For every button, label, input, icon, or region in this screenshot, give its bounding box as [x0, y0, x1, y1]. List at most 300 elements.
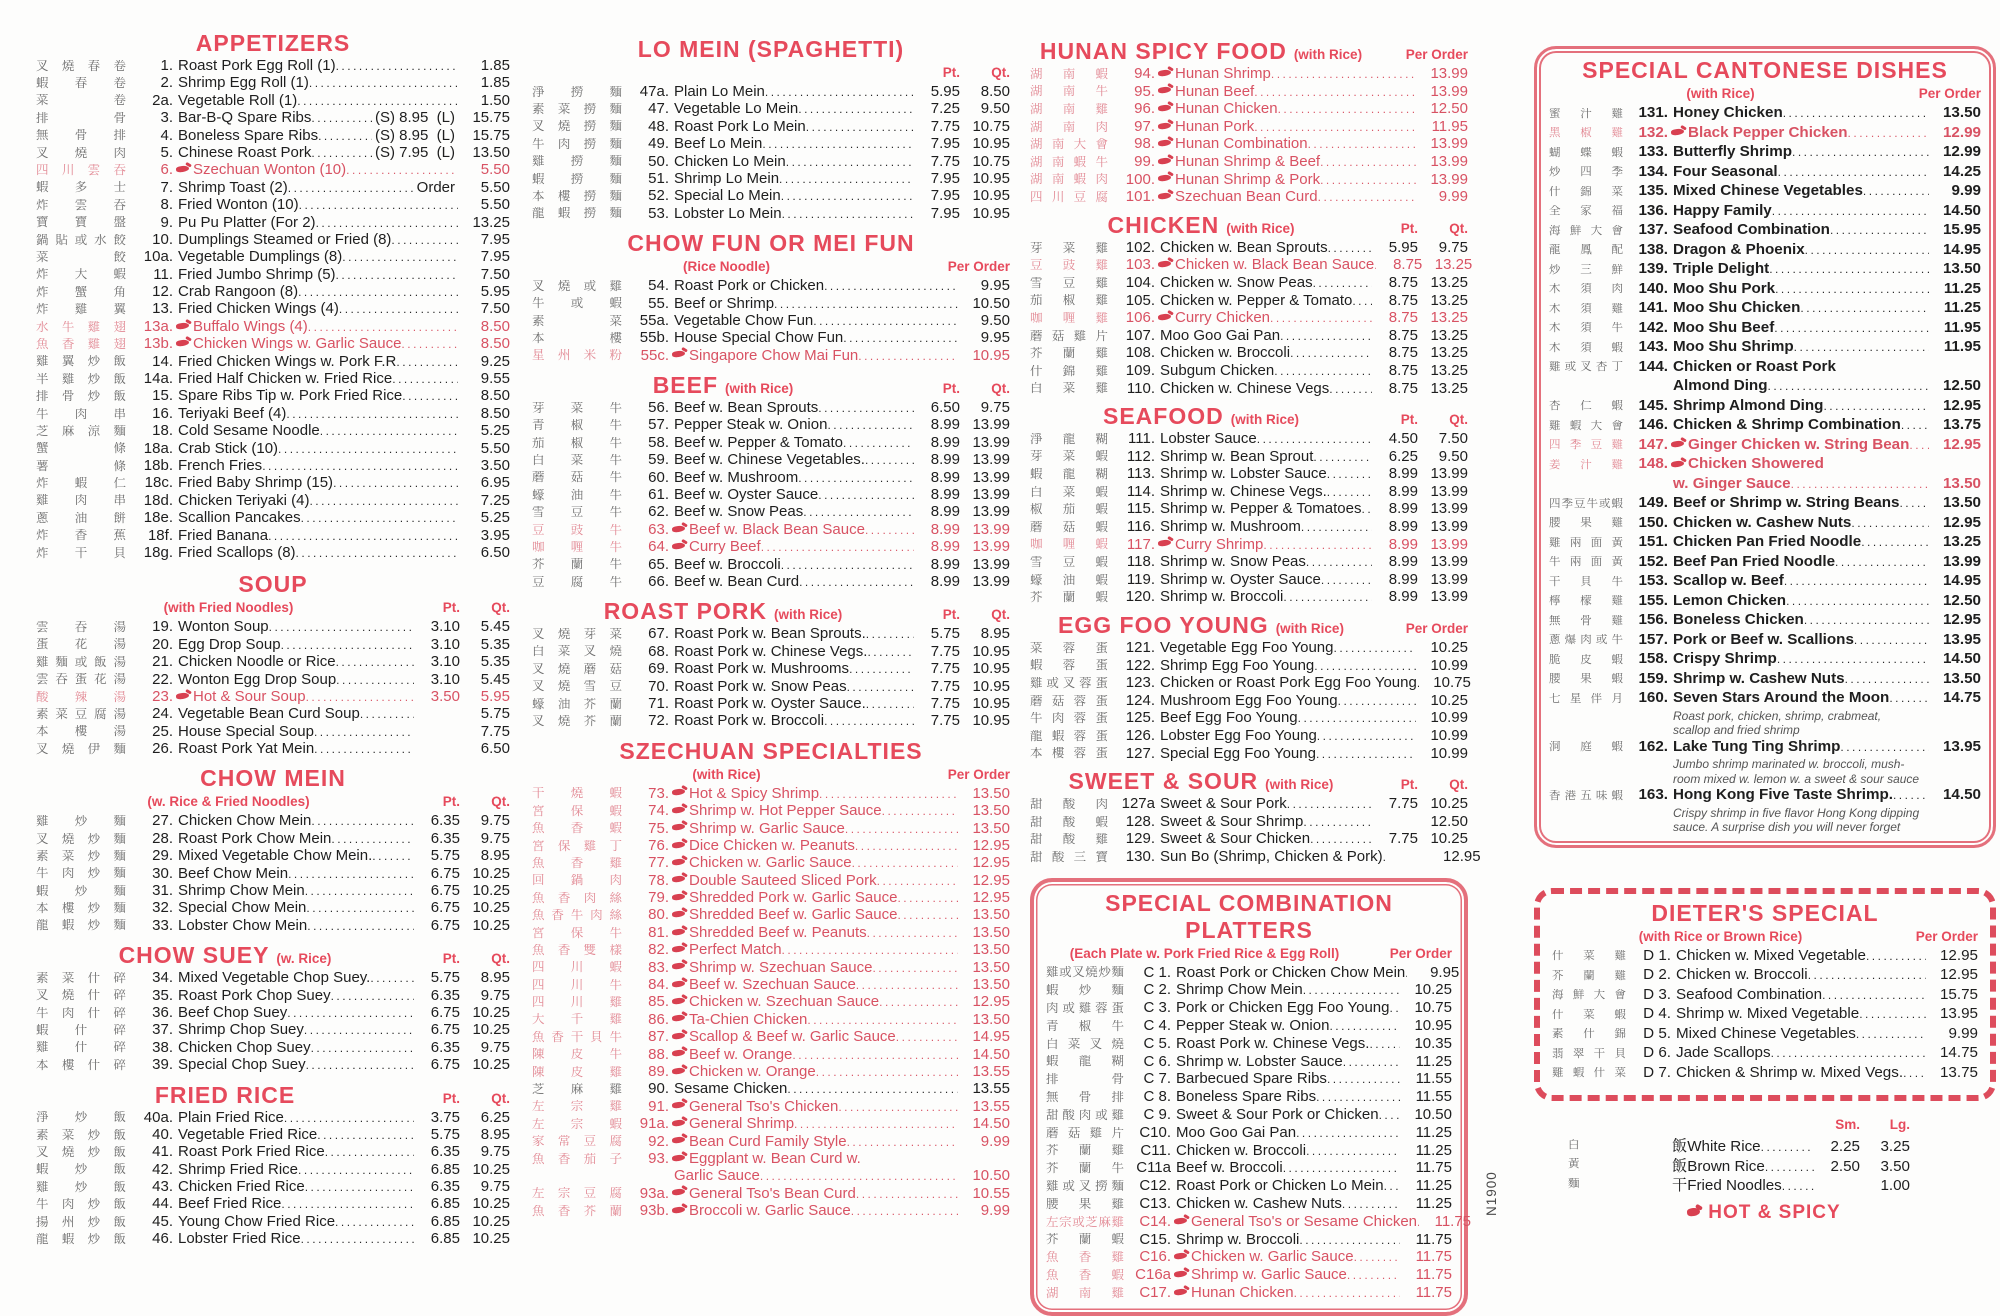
item-chinese: 四 川 豆 腐	[1030, 190, 1108, 203]
item-number: 18f.	[147, 526, 173, 544]
item-chinese: 芽 菜 牛	[532, 401, 622, 414]
item-name: Beef w. Snow Peas	[674, 503, 804, 521]
item-name: Crab Stick (10)	[178, 439, 279, 457]
item-price: 14.25	[1942, 162, 1981, 180]
item-name: 飯White Rice	[1672, 1138, 1761, 1155]
item-price: 13.25	[1942, 533, 1981, 550]
dot-leader	[1301, 520, 1372, 534]
menu-item	[36, 440, 510, 457]
menu-item	[36, 318, 510, 335]
dot-leader	[287, 1006, 414, 1020]
item-name: Chicken w. Orange	[689, 1062, 816, 1080]
dot-leader	[1777, 652, 1929, 666]
dot-leader	[1296, 1126, 1400, 1140]
dot-leader	[1848, 126, 1929, 140]
item-price: 8.50	[480, 335, 510, 353]
item-chinese: 白 菜 叉 燒	[532, 645, 622, 658]
menu-item	[532, 712, 1010, 729]
item-chinese: 蝦 多 士	[36, 181, 126, 194]
dot-leader	[1352, 294, 1372, 308]
item-price: 1.50	[480, 91, 510, 109]
item-chinese: 蝦 炒 飯	[36, 1163, 126, 1176]
item-number: 32.	[152, 899, 173, 917]
item-name: Hunan Combination	[1175, 135, 1308, 153]
menu-item	[1549, 592, 1981, 612]
item-price: 6.95	[480, 474, 510, 492]
dot-leader	[819, 787, 958, 801]
item-number: 79.	[648, 889, 669, 907]
menu-item	[1046, 1248, 1452, 1266]
item-price: 1.85	[480, 74, 510, 92]
item-number: 147.	[1638, 435, 1668, 453]
item-number: 156.	[1638, 611, 1668, 628]
section-subtitle: (with Rice)	[1275, 621, 1344, 637]
menu-item	[1549, 182, 1981, 202]
section-subtitle: (with Rice)	[1265, 777, 1334, 793]
item-chinese: 湖 南 牛	[1030, 85, 1108, 98]
item-price: 12.95	[1942, 513, 1981, 531]
item-price: 9.95	[1430, 963, 1460, 981]
item-price: 12.95	[1942, 611, 1981, 628]
item-chinese: 本 樓 湯	[36, 725, 126, 738]
dot-leader	[867, 645, 914, 659]
item-price-qt: 12.95	[1443, 847, 1481, 865]
item-name: Shrimp Chow Mein	[1176, 981, 1303, 999]
item-name: Roast Pork w. Broccoli	[674, 712, 825, 730]
item-name: Chicken Wings w. Garlic Sauce	[193, 335, 402, 353]
dot-leader	[1320, 173, 1416, 187]
menu-item	[36, 636, 510, 653]
dot-leader	[336, 59, 458, 73]
menu-item	[532, 83, 1010, 100]
item-name: Shrimp w. Bean Sprout	[1160, 447, 1314, 465]
item-price: 7.50	[480, 265, 510, 283]
hot-spicy-icon	[672, 823, 686, 831]
item-price-pt: 6.35	[430, 812, 460, 830]
item-number: 10.	[152, 230, 173, 248]
hot-spicy-icon	[672, 351, 686, 359]
item-price-qt: 10.25	[472, 882, 510, 900]
dot-leader	[1775, 282, 1929, 296]
dot-leader	[339, 302, 458, 316]
item-chinese: 炒 四 季	[1549, 166, 1623, 179]
dot-leader	[372, 849, 414, 863]
menu-item	[1030, 674, 1471, 692]
dot-leader	[867, 926, 958, 940]
item-number: 93a.	[639, 1184, 669, 1202]
item-chinese: 木 須 牛	[1549, 322, 1623, 335]
menu-item	[532, 1185, 1010, 1202]
menu-item	[1552, 966, 1978, 986]
item-number: 155.	[1638, 591, 1668, 609]
item-number: 13.	[152, 300, 173, 318]
item-name: Vegetable Fried Rice	[178, 1125, 318, 1143]
item-name: Sweet & Sour Chicken	[1160, 830, 1311, 848]
dot-leader	[1270, 311, 1372, 325]
item-number: 55b.	[639, 329, 669, 347]
item-chinese: 菜 餃	[36, 250, 126, 263]
item-chinese: 蝴 蝶 蝦	[1549, 146, 1623, 159]
section-title: SZECHUAN SPECIALTIES	[619, 737, 923, 764]
menu-item	[36, 457, 510, 474]
item-name: Hunan Beef	[1175, 82, 1255, 100]
item-number: 55.	[648, 294, 669, 312]
item-number: C16.	[1139, 1248, 1171, 1266]
menu-item	[36, 1213, 510, 1230]
item-price-note: (S) 8.95 (L)	[374, 126, 455, 144]
item-description: scallop and fried shrimp	[1673, 723, 1800, 737]
item-chinese: 水 牛 雞 翅	[36, 320, 126, 333]
item-number: 57.	[648, 416, 669, 434]
item-price-pt: 2.50	[1830, 1157, 1860, 1175]
dot-leader	[1303, 815, 1372, 829]
item-chinese: 蛋 花 湯	[36, 638, 126, 651]
item-name: Lobster Lo Mein	[674, 204, 782, 222]
dot-leader	[1786, 594, 1929, 608]
item-number: 150.	[1638, 513, 1668, 531]
item-chinese: 青 椒 牛	[1046, 1019, 1124, 1032]
dot-leader	[1769, 262, 1929, 276]
item-chinese: 海 鮮 大 會	[1552, 989, 1626, 1002]
item-number: 18b.	[143, 456, 173, 474]
item-price: 10.99	[1430, 727, 1468, 744]
item-chinese: 什 錦 雞	[1030, 364, 1108, 377]
item-name: Pork or Chicken Egg Foo Young	[1176, 999, 1390, 1017]
item-price-pt: 8.99	[1388, 482, 1418, 500]
item-number: 130.	[1125, 847, 1155, 865]
item-name: Special Lo Mein	[674, 187, 781, 205]
hot-spicy-icon	[672, 1154, 686, 1162]
item-name: Black Pepper Chicken	[1688, 123, 1848, 141]
item-price-qt: 10.25	[472, 1160, 510, 1178]
menu-item	[36, 830, 510, 847]
menu-item	[36, 653, 510, 670]
item-number: 73.	[648, 784, 669, 802]
item-number: 134.	[1638, 162, 1668, 180]
menu-item	[532, 451, 1010, 468]
item-number: C10.	[1139, 1123, 1171, 1141]
menu-item	[36, 847, 510, 864]
item-price: 13.25	[472, 213, 510, 231]
menu-item	[1046, 999, 1452, 1017]
dot-leader	[336, 655, 414, 669]
price-column-label: Qt.	[991, 607, 1010, 623]
item-name: Beef or Shrimp	[674, 294, 775, 312]
dot-leader	[1313, 450, 1372, 464]
item-number: 74.	[648, 802, 669, 820]
dot-leader	[1417, 1215, 1419, 1229]
item-number: 135.	[1638, 182, 1668, 199]
item-chinese: 肉 或 雞 蓉 蛋	[1046, 1002, 1124, 1015]
item-chinese: 咖 喱 牛	[532, 540, 622, 553]
item-name: House Special Soup	[178, 722, 314, 740]
section-subtitle: (with Rice or Brown Rice)	[1638, 928, 1803, 944]
item-name: Scallop & Beef w. Garlic Sauce	[689, 1028, 896, 1046]
dot-leader	[1417, 676, 1419, 690]
price-column-label: Pt.	[442, 1090, 460, 1106]
item-number: 137.	[1638, 221, 1668, 238]
price-column-label: Qt.	[991, 381, 1010, 397]
dot-leader	[818, 488, 914, 502]
menu-item	[1549, 494, 1981, 514]
dot-leader	[1327, 1072, 1400, 1086]
item-chinese: 魚 香 雞	[1046, 1251, 1124, 1264]
item-chinese: 洞 庭 蝦	[1549, 741, 1623, 754]
item-number: 23.	[152, 687, 173, 705]
item-chinese: 陳 皮 雞	[532, 1065, 622, 1078]
item-price-qt: 13.25	[1434, 256, 1473, 274]
menu-item	[36, 899, 510, 916]
section-title: FRIED RICE	[154, 1081, 296, 1108]
item-chinese: 左 宗 豆 腐	[532, 1187, 622, 1200]
price-column-label: Qt.	[491, 600, 510, 616]
item-chinese: 陳 皮 牛	[532, 1048, 622, 1061]
item-price-qt: 9.50	[980, 100, 1010, 118]
item-number: 96.	[1134, 100, 1155, 118]
item-price: 14.50	[972, 1045, 1010, 1063]
item-name: Dumplings Steamed or Fried (8)	[178, 230, 392, 248]
item-chinese: 魚 香 蝦	[532, 822, 622, 835]
menu-item	[36, 161, 510, 178]
item-number: 22.	[152, 670, 173, 688]
dot-leader	[309, 76, 458, 90]
item-price-pt: 8.75	[1388, 309, 1418, 327]
dot-leader	[1899, 496, 1929, 510]
item-number: 1.	[160, 57, 173, 74]
item-price-pt: 8.75	[1388, 326, 1418, 344]
menu-item	[36, 1195, 510, 1212]
dot-leader	[1298, 711, 1416, 725]
dot-leader	[1859, 1007, 1926, 1021]
menu-item	[36, 335, 510, 352]
item-number: 93b.	[639, 1202, 669, 1220]
item-chinese: 魚 香 茄 子	[532, 1152, 622, 1165]
item-price-pt: 5.75	[930, 625, 960, 643]
item-price-pt: 7.75	[930, 677, 960, 695]
item-number: 63.	[648, 520, 669, 538]
menu-item	[532, 660, 1010, 677]
item-name: General Tso's or Sesame Chicken	[1191, 1212, 1418, 1230]
item-chinese: 湖 南 蝦 牛	[1030, 155, 1108, 168]
hot-spicy-icon	[1174, 1270, 1188, 1278]
hot-spicy-icon	[1158, 157, 1172, 165]
item-number: 7.	[160, 178, 173, 196]
item-chinese: 木 須 蝦	[1549, 341, 1623, 354]
dot-leader	[798, 102, 914, 116]
item-price: 13.50	[972, 906, 1010, 924]
price-column-label: Qt.	[1449, 777, 1468, 793]
section-subtitle: (Each Plate w. Pork Fried Rice & Egg Roll)	[1069, 945, 1340, 961]
item-price: 14.50	[1942, 786, 1981, 803]
item-price: 5.95	[480, 283, 510, 301]
item-name: Shrimp w. Mushroom	[1160, 518, 1301, 536]
item-price-pt: 6.35	[430, 1178, 460, 1196]
item-chinese: 芥 蘭 蝦	[1030, 591, 1108, 604]
dot-leader	[1290, 346, 1372, 360]
dot-leader	[311, 1041, 414, 1055]
item-name: Shrimp w. Cashew Nuts	[1673, 669, 1845, 687]
menu-item	[1549, 416, 1981, 436]
item-number: 37.	[152, 1021, 173, 1039]
menu-item	[36, 92, 510, 109]
item-chinese: 芽 菜 蝦	[1030, 450, 1108, 463]
item-chinese: 甜 酸 肉 或 雞	[1046, 1108, 1124, 1121]
item-description: sauce. A surprise dish you will never forget	[1673, 820, 1901, 834]
item-name: Boneless Spare Ribs	[178, 126, 319, 144]
item-price-pt: 7.95	[930, 187, 960, 205]
hot-spicy-legend	[1534, 1202, 1996, 1224]
menu-item	[532, 100, 1010, 117]
item-number: 52.	[648, 187, 669, 205]
item-number: C 5.	[1143, 1034, 1171, 1052]
item-chinese: 叉 燒 春 卷	[36, 59, 126, 72]
item-number: 100.	[1125, 170, 1155, 188]
item-number: 58.	[648, 433, 669, 451]
section-sweetsour	[1030, 768, 1481, 865]
dot-leader	[1334, 641, 1417, 655]
menu-item	[1549, 738, 1981, 758]
item-price-qt: 8.95	[480, 847, 510, 865]
item-name: Crispy Shrimp	[1673, 650, 1777, 667]
item-price-pt: 6.85	[430, 1160, 460, 1178]
item-number: D 5.	[1643, 1024, 1671, 1042]
item-name: Roast Pork w. Oyster Sauce.	[674, 694, 866, 712]
item-price: 5.25	[480, 422, 510, 440]
item-price: 10.55	[972, 1184, 1010, 1202]
item-name: Wonton Soup	[178, 618, 269, 636]
menu-item	[1030, 100, 1468, 118]
item-number: 18d.	[143, 491, 173, 509]
item-name: Barbecued Spare Ribs	[1176, 1070, 1327, 1088]
item-price-qt: 10.25	[472, 1003, 510, 1021]
price-column-label: Qt.	[1449, 412, 1468, 428]
item-chinese: 家 常 豆 腐	[532, 1135, 622, 1148]
dot-leader	[281, 1197, 414, 1211]
menu-item	[36, 1004, 510, 1021]
menu-item	[1046, 1124, 1452, 1142]
item-name: Curry Shrimp	[1175, 535, 1264, 553]
item-price-qt: 10.25	[472, 899, 510, 917]
item-number: 146.	[1638, 416, 1668, 433]
item-name: Seafood Combination	[1673, 221, 1830, 238]
section-hunan	[1030, 38, 1468, 206]
item-price-qt: 5.35	[480, 653, 510, 671]
menu-item	[532, 486, 1010, 503]
item-price-qt: 10.25	[472, 1021, 510, 1039]
menu-item	[532, 785, 1010, 802]
item-chinese: 芝 麻 雞	[532, 1083, 622, 1096]
dot-leader	[1287, 797, 1372, 811]
item-price-qt: 7.50	[1438, 430, 1468, 448]
item-price-qt: 13.99	[972, 468, 1010, 486]
item-number: 36.	[152, 1003, 173, 1021]
item-chinese: 湖 南 雞	[1046, 1286, 1124, 1299]
price-column-label: Qt.	[491, 794, 510, 810]
item-chinese: 魚 香 干 貝 牛	[532, 1030, 622, 1043]
item-chinese: 叉 燒 雪 豆	[532, 680, 622, 693]
item-number: 121.	[1125, 639, 1155, 657]
item-price-qt: 10.95	[972, 677, 1010, 695]
item-chinese: 蝦 龍 糊	[1046, 1055, 1124, 1068]
price-column-label: Pt.	[1400, 220, 1418, 236]
item-chinese: 蝦 龍 糊	[1030, 468, 1108, 481]
dot-leader	[1338, 694, 1416, 708]
item-chinese: 黑 椒 雞	[1549, 127, 1623, 140]
item-price: 14.95	[1942, 572, 1981, 589]
item-chinese: 蔥 油 餅	[36, 511, 126, 524]
item-price-pt: 8.99	[930, 433, 960, 451]
item-chinese: 炸 蝦 仁	[36, 477, 126, 490]
item-number: 124.	[1125, 691, 1155, 709]
item-price-pt: 8.99	[930, 416, 960, 434]
item-price: 13.95	[1939, 1005, 1978, 1022]
item-chinese: 寶 寶 盤	[36, 216, 126, 229]
item-number: 88.	[648, 1045, 669, 1063]
dot-leader	[855, 839, 958, 853]
item-name: Roast Pork w. Chinese Vegs.	[1176, 1034, 1370, 1052]
item-number: 39.	[152, 1056, 173, 1074]
item-chinese: 炒 三 鮮	[1549, 263, 1623, 276]
item-chinese: 咖 喱 蝦	[1030, 538, 1108, 551]
dot-leader	[807, 1013, 958, 1027]
menu-item	[1549, 358, 1981, 378]
item-name: Vegetable Egg Foo Young	[1160, 639, 1334, 657]
item-chinese: 叉 燒 肉	[36, 146, 126, 159]
menu-item	[1549, 786, 1981, 806]
price-column-label: Lg.	[1889, 1117, 1910, 1132]
hot-spicy-icon	[672, 876, 686, 884]
item-price: 13.99	[1430, 135, 1468, 153]
item-chinese: 豆 腐 牛	[532, 575, 622, 588]
item-number: 3.	[160, 109, 173, 127]
section-title: BEEF	[652, 372, 719, 399]
menu-item	[532, 399, 1010, 416]
item-name: Pork or Beef w. Scallions	[1673, 630, 1854, 648]
dot-leader	[1389, 1001, 1400, 1015]
dot-leader	[1856, 1027, 1926, 1041]
item-number: 93.	[648, 1149, 669, 1167]
dot-leader	[1280, 329, 1372, 343]
item-number: D 7.	[1643, 1063, 1671, 1081]
dot-leader	[370, 971, 414, 985]
item-number: 113.	[1126, 465, 1155, 483]
price-column-label: Pt.	[1400, 412, 1418, 428]
menu-item	[532, 153, 1010, 170]
section-chowmein	[36, 765, 510, 934]
item-price-pt: 5.95	[1388, 238, 1418, 256]
item-number: 127a	[1121, 795, 1155, 813]
item-number: 151.	[1638, 533, 1668, 550]
item-number: C11.	[1140, 1141, 1171, 1159]
item-name: General Shrimp	[689, 1115, 795, 1133]
item-price: 10.99	[1430, 656, 1468, 674]
item-chinese: 雞 撈 麵	[532, 155, 622, 168]
item-price-qt: 13.99	[972, 451, 1010, 469]
item-price: 9.95	[980, 329, 1010, 347]
item-number: 129.	[1125, 830, 1155, 848]
item-price: 14.50	[1942, 650, 1981, 667]
item-number: 142.	[1638, 318, 1668, 336]
item-number: 103.	[1125, 256, 1155, 274]
item-chinese: 雞 蝦 大 會	[1549, 419, 1623, 432]
dot-leader	[1384, 1179, 1400, 1193]
item-name: Boneless Chicken	[1673, 611, 1804, 628]
item-price-pt: 2.25	[1830, 1138, 1860, 1155]
dot-leader	[1321, 573, 1372, 587]
menu-item	[36, 353, 510, 370]
item-chinese: 香 港 五 味 蝦	[1549, 789, 1623, 802]
dot-leader	[813, 314, 958, 328]
